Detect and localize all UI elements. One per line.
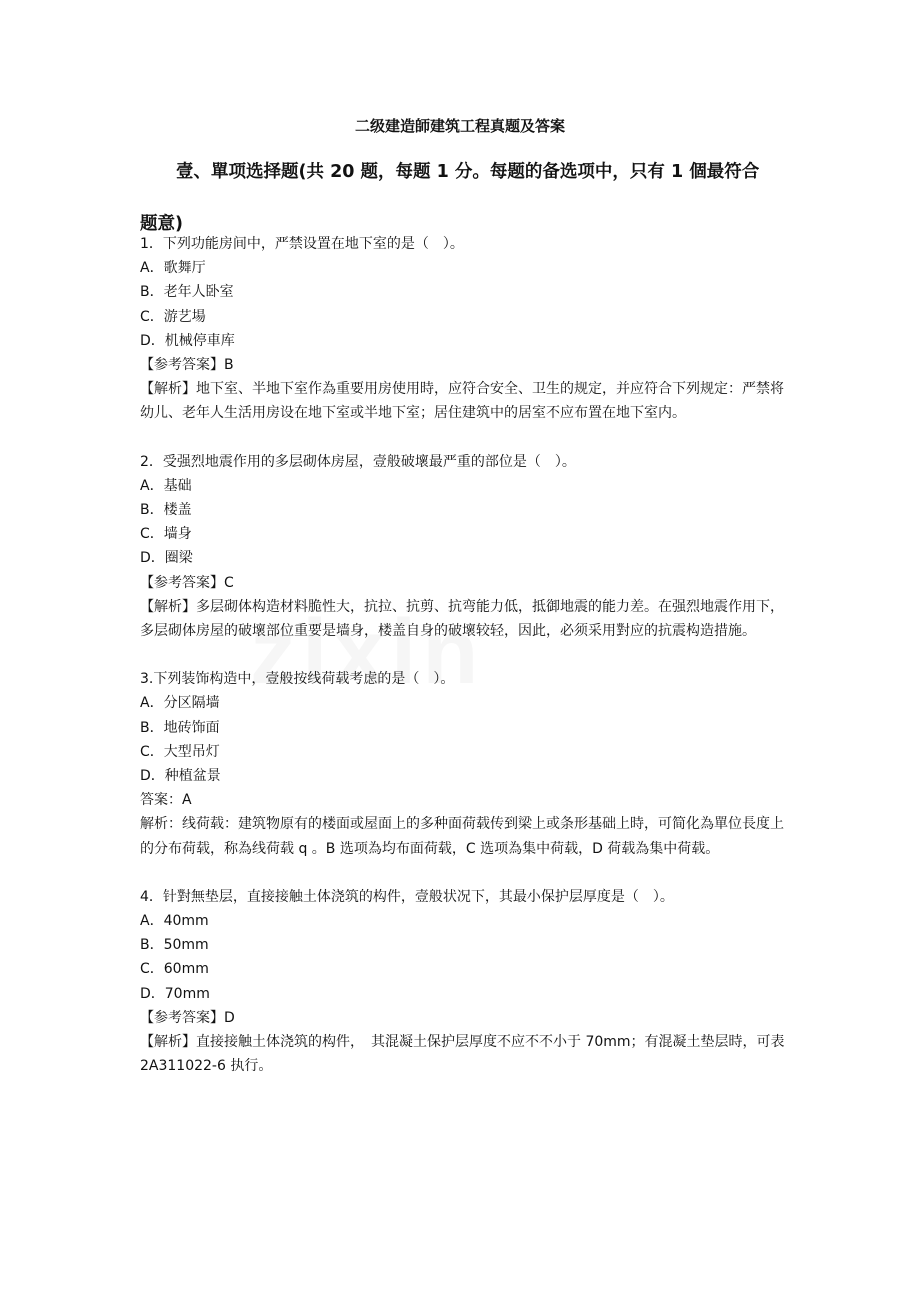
question-block [140, 232, 786, 426]
option-c: C．大型吊灯 [140, 743, 220, 760]
explanation: 解析：线荷载：建筑物原有的楼面或屋面上的多种面荷载传到梁上或条形基础上時，可简化為單位長度上的分布荷载，称為线荷载 q 。B 选项為均布面荷载，C 选项為集中荷载，D 荷载為集中荷载。 [140, 816, 784, 857]
option-c: C．墙身 [140, 526, 192, 543]
option-b: B．50mm [140, 937, 209, 954]
question-list [140, 232, 786, 1079]
option-d: D．机械停車库 [140, 332, 235, 349]
option-c: C．游艺場 [140, 308, 206, 325]
option-b: B．地砖饰面 [140, 719, 220, 736]
option-d: D．70mm [140, 985, 210, 1002]
spacer [140, 426, 786, 450]
question-stem: 4．针對無垫层，直接接触土体浇筑的构件，壹般状况下，其最小保护层厚度是（ ）。 [140, 888, 674, 905]
section-heading-line-2: 题意) [140, 214, 183, 234]
explanation: 【解析】地下室、半地下室作為重要用房使用時，应符合安全、卫生的规定，并应符合下列规定：严禁将幼儿、老年人生活用房设在地下室或半地下室；居住建筑中的居室不应布置在地下室内。 [140, 381, 784, 422]
option-d: D．圈梁 [140, 550, 193, 567]
question-stem: 3.下列装饰构造中，壹般按线荷载考虑的是（ ）。 [140, 671, 455, 688]
reference-answer: 答案：A [140, 792, 192, 809]
reference-answer: 【参考答案】C [140, 574, 234, 591]
option-b: B．老年人卧室 [140, 284, 234, 301]
option-a: A．分区隔墙 [140, 695, 220, 712]
explanation: 【解析】直接接触土体浇筑的构件， 其混凝土保护层厚度不应不不小于 70mm；有混凝土垫层時，可表 2A311022-6 执行。 [140, 1034, 785, 1075]
document-title: 二级建造師建筑工程真题及答案 [354, 117, 565, 135]
option-c: C．60mm [140, 961, 209, 978]
option-d: D．种植盆景 [140, 768, 221, 785]
question-block [140, 667, 786, 861]
spacer [140, 861, 786, 885]
spacer [140, 643, 786, 667]
option-b: B．楼盖 [140, 502, 192, 519]
explanation: 【解析】多层砌体构造材料脆性大，抗拉、抗剪、抗弯能力低，抵御地震的能力差。在强烈地震作用下，多层砌体房屋的破壞部位重要是墙身，楼盖自身的破壞较轻，因此，必须采用對应的抗震构造措施。 [140, 598, 784, 640]
option-a: A．基础 [140, 477, 192, 494]
reference-answer: 【参考答案】D [140, 1009, 235, 1026]
option-a: A．歌舞厅 [140, 260, 206, 277]
reference-answer: 【参考答案】B [140, 357, 234, 374]
question-block [140, 885, 786, 1079]
question-block [140, 450, 786, 644]
question-stem: 2．受强烈地震作用的多层砌体房屋，壹般破壞最严重的部位是（ ）。 [140, 453, 576, 470]
section-heading-line-1: 壹、單项选择题(共 20 题，每题 1 分。每题的备选项中，只有 1 個最符合 [176, 162, 760, 182]
question-stem: 1．下列功能房间中，严禁设置在地下室的是（ ）。 [140, 236, 464, 252]
option-a: A．40mm [140, 913, 209, 930]
